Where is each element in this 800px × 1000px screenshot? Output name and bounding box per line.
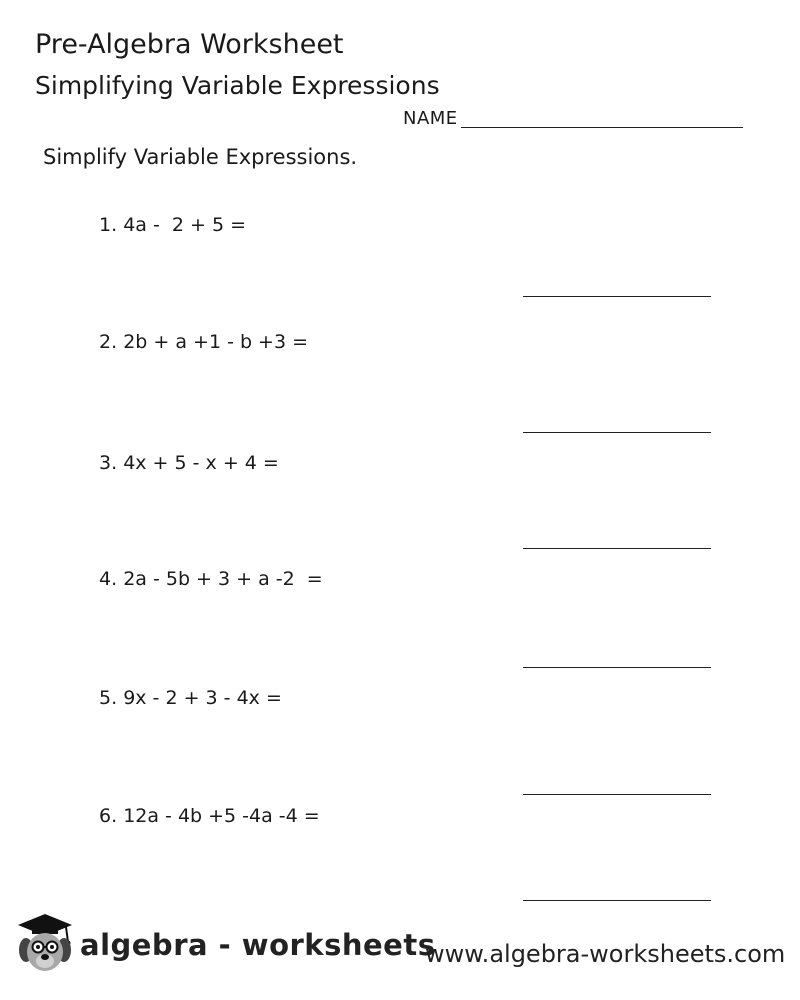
worksheet-title: Pre-Algebra Worksheet: [35, 29, 344, 60]
answer-line-6[interactable]: [523, 900, 711, 901]
website-url[interactable]: www.algebra-worksheets.com: [425, 940, 786, 968]
problem-expression: 12a - 4b +5 -4a -4 =: [123, 805, 320, 827]
answer-line-4[interactable]: [523, 667, 711, 668]
problem-5: [99, 685, 282, 711]
problem-2: [99, 329, 308, 355]
problem-number: 3.: [99, 452, 118, 474]
problem-number: 4.: [99, 568, 118, 590]
logo-text: algebra - worksheets: [80, 928, 436, 962]
problem-number: 2.: [99, 331, 118, 353]
problem-6: [99, 803, 320, 829]
problem-number: 5.: [99, 687, 118, 709]
name-field[interactable]: [403, 106, 743, 132]
problem-number: 6.: [99, 805, 118, 827]
worksheet-subtitle: Simplifying Variable Expressions: [35, 71, 440, 100]
problem-expression: 4x + 5 - x + 4 =: [123, 452, 279, 474]
problem-expression: 2b + a +1 - b +3 =: [123, 331, 309, 353]
problem-expression: 9x - 2 + 3 - 4x =: [123, 687, 282, 709]
problem-3: [99, 450, 279, 476]
problem-4: [99, 566, 323, 592]
footer-logo: [14, 912, 435, 978]
answer-line-1[interactable]: [523, 296, 711, 297]
name-label: NAME: [403, 108, 458, 129]
instructions: Simplify Variable Expressions.: [43, 145, 358, 169]
answer-line-5[interactable]: [523, 794, 711, 795]
answer-line-3[interactable]: [523, 548, 711, 549]
answer-line-2[interactable]: [523, 432, 711, 433]
problem-expression: 4a - 2 + 5 =: [123, 214, 247, 236]
problem-number: 1.: [99, 214, 118, 236]
problem-1: [99, 212, 246, 238]
name-line: [461, 127, 743, 128]
graduate-dog-icon: [14, 912, 76, 978]
problem-expression: 2a - 5b + 3 + a -2 =: [123, 568, 323, 590]
